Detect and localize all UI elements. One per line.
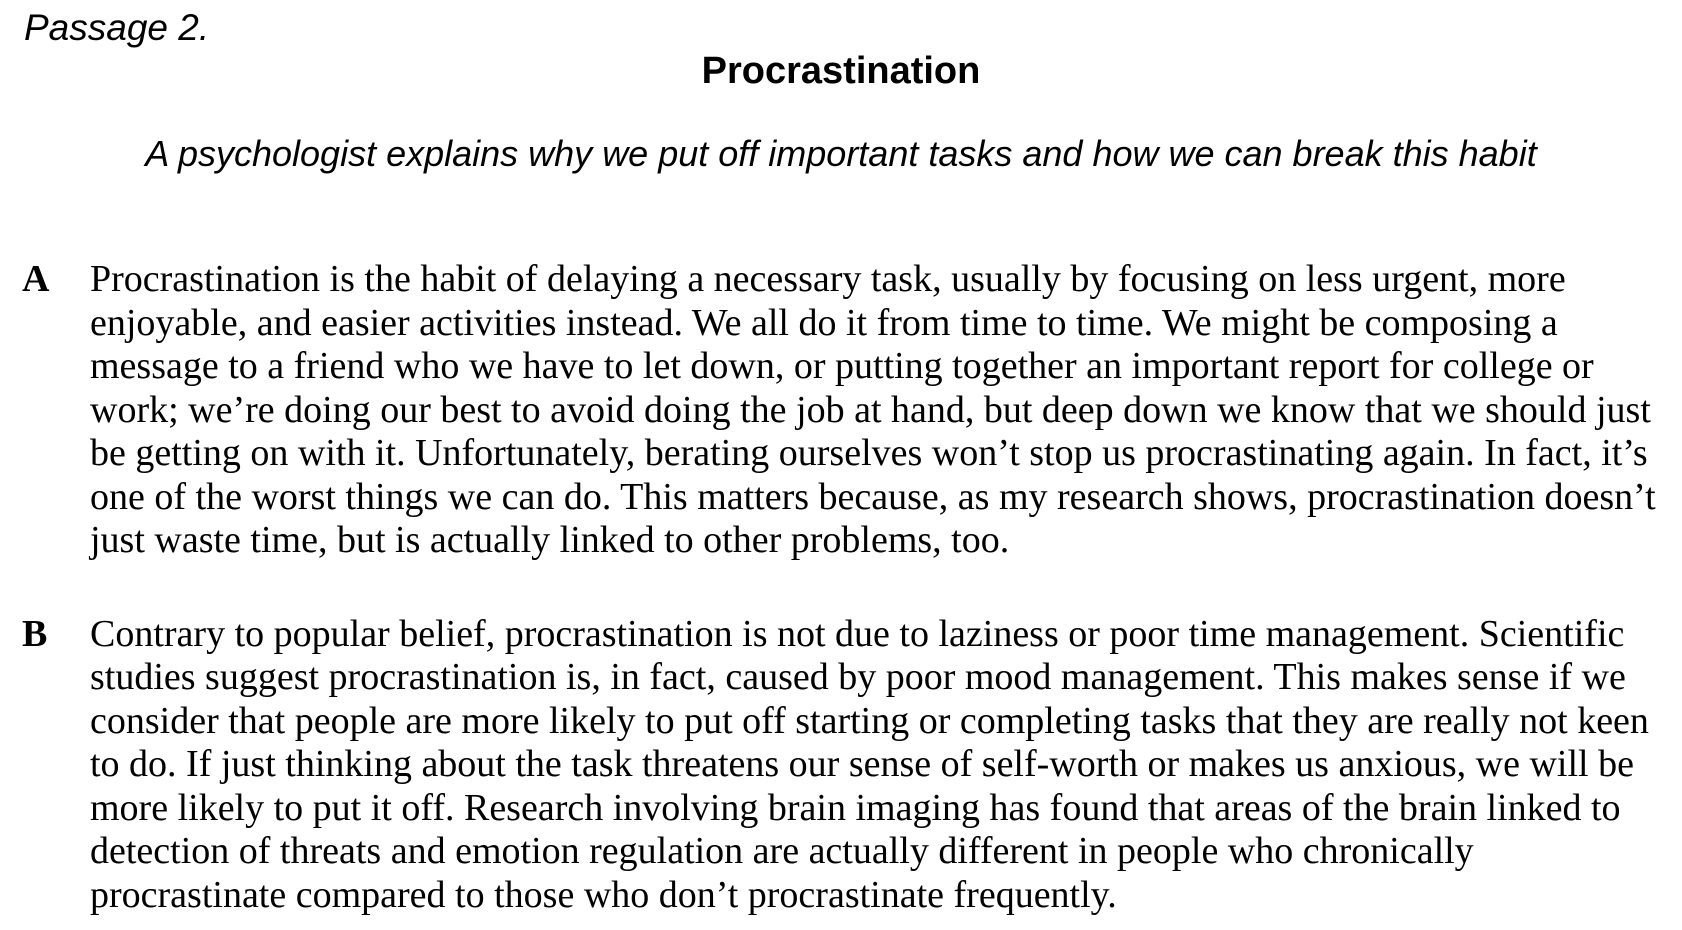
paragraph-a xyxy=(0,258,1682,563)
paragraph-b-marker: B xyxy=(22,612,48,655)
paragraph-a-marker: A xyxy=(22,258,50,300)
passage-title: Procrastination xyxy=(701,50,981,92)
paragraph-a-text: Procrastination is the habit of delaying a necessary task, usually by focusing on less urgent, more enjoyable, and easier activities instead. We all do it from time to time. We might be composing a message to a friend who we have to let down, or putting together an important report for college or work; we’re doing our best to avoid doing the job at hand, but deep down we know that we should just be getting on with it. Unfortunately, berating ourselves won’t stop us procrastinating again. In fact, it’s one of the worst things we can do. This matters because, as my research shows, procrastination doesn’t just waste time, but is actually linked to other problems, too. xyxy=(90,258,1656,561)
paragraph-b-text: Contrary to popular belief, procrastination is not due to laziness or poor time management. Scientific studies suggest procrastination is, in fact, caused by poor mood management. This makes sense if we consider that people are more likely to put off starting or completing tasks that they are really not keen to do. If just thinking about the task threatens our sense of self-worth or makes us anxious, we will be more likely to put it off. Research involving brain imaging has found that areas of the brain linked to detection of threats and emotion regulation are actually different in people who chronically procrastinate compared to those who don’t procrastinate frequently. xyxy=(90,612,1649,916)
passage-label: Passage 2. xyxy=(24,7,210,48)
paragraph-b xyxy=(0,613,1682,918)
passage-subtitle: A psychologist explains why we put off important tasks and how we can break this habit xyxy=(145,133,1537,174)
